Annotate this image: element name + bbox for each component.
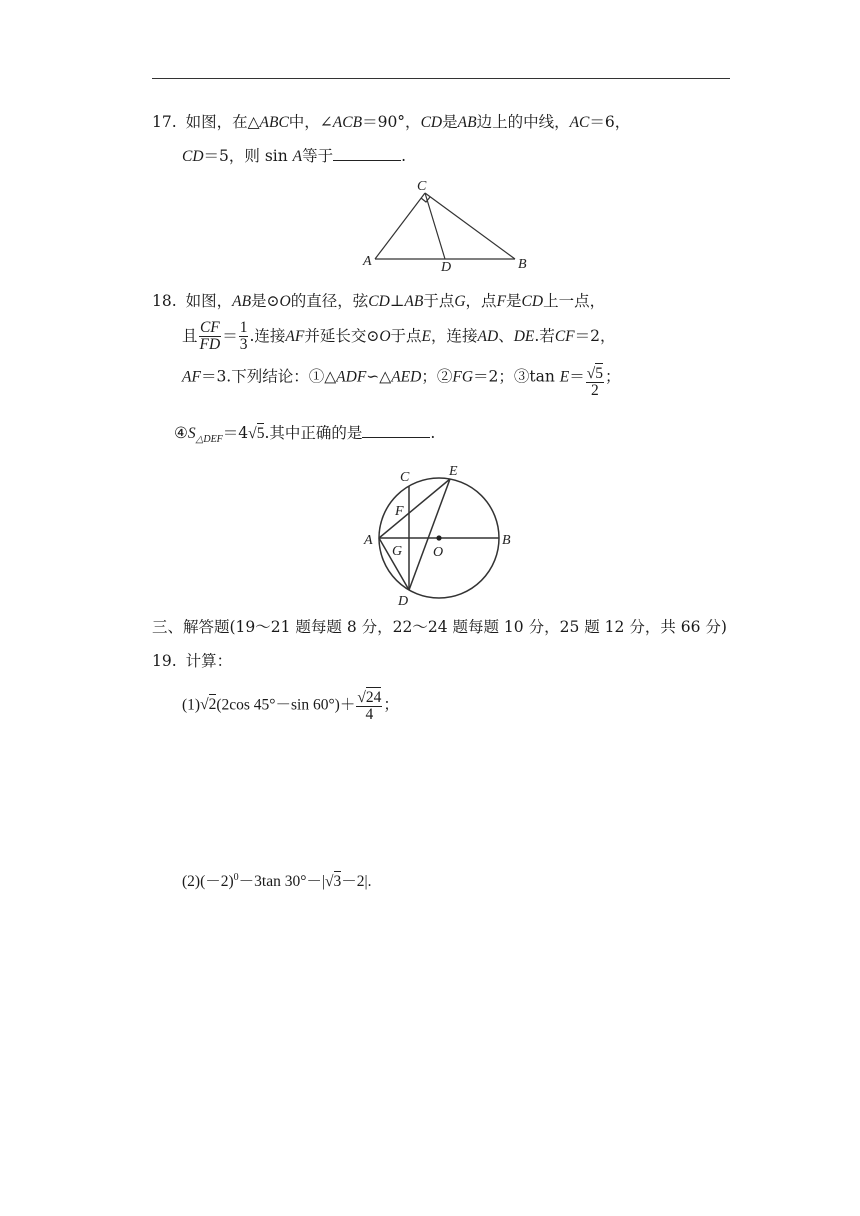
label-A: A bbox=[363, 254, 372, 269]
q17-line-1: 17. 如图，在△ABC中，∠ACB＝90°，CD是AB边上的中线，AC＝6， bbox=[152, 113, 631, 131]
header-rule bbox=[152, 78, 730, 79]
label-F: F bbox=[395, 504, 404, 519]
label-C: C bbox=[400, 470, 410, 485]
q17-number: 17. bbox=[152, 113, 177, 131]
q18-line-1: 18. 如图，AB是⊙O的直径，弦CD⊥AB于点G，点F是CD上一点， bbox=[152, 292, 606, 310]
fraction-sqrt5-2: $\frac{√5}{2}$ bbox=[586, 365, 604, 400]
fraction-1-3: $\frac{1}{3}$ bbox=[239, 319, 248, 354]
q18-line-2: 且 $\frac{CF}{FD}$ ＝ $\frac{1}{3}$ .连接AF并延长交⊙O于点E，连接AD、DE.若CF＝2， bbox=[182, 319, 616, 354]
label-D: D bbox=[398, 594, 409, 609]
q18-number: 18. bbox=[152, 292, 177, 310]
label-A: A bbox=[364, 533, 373, 548]
q17-line-2: CD＝5，则 sin A等于 . bbox=[182, 147, 407, 165]
label-C: C bbox=[417, 179, 427, 194]
answer-blank-17 bbox=[333, 148, 401, 161]
right-angle-mark bbox=[421, 197, 430, 202]
circle-figure-18 bbox=[355, 458, 530, 610]
q19-number: 19. bbox=[152, 652, 177, 670]
label-G: G bbox=[392, 544, 403, 559]
segment-CD bbox=[425, 193, 445, 259]
segment-CB bbox=[425, 193, 515, 259]
q19-part-2: $(2)(-2)^0-3\tan$ 30°－|√3－2|. bbox=[182, 872, 372, 891]
sqrt-5: √5 bbox=[248, 425, 265, 442]
q19-part-1: (1)√2(2cos 45°－sin 60°)＋ $\frac{√24}{4}$ ； bbox=[182, 689, 399, 724]
triangle-figure-17 bbox=[355, 177, 535, 272]
label-B: B bbox=[502, 533, 511, 548]
fraction-sqrt24-4: $\frac{√24}{4}$ bbox=[357, 689, 382, 724]
q19-header: 19. 计算： bbox=[152, 652, 233, 670]
sqrt-2: √2 bbox=[200, 696, 217, 714]
sqrt-3: √3 bbox=[325, 873, 342, 891]
q18-line-4: $④S_{\triangle DEF}=4√5$.其中正确的是 . bbox=[174, 424, 436, 446]
label-D: D bbox=[441, 260, 452, 272]
answer-blank-18 bbox=[362, 425, 430, 438]
label-O: O bbox=[433, 545, 444, 560]
label-B: B bbox=[518, 257, 527, 272]
label-E: E bbox=[449, 464, 458, 479]
segment-AC bbox=[375, 193, 425, 259]
fraction-CF-FD: $\frac{CF}{FD}$ bbox=[199, 319, 221, 354]
center-dot bbox=[436, 535, 441, 540]
q18-line-3: AF＝3.下列结论：①△ADF∽△AED；②FG＝2；③tan E＝ $\frac{√5}{2}$ ； bbox=[182, 365, 621, 400]
section-3-title: 三、解答题(19～21 题每题 8 分，22～24 题每题 10 分，25 题 12 分，共 66 分) bbox=[152, 618, 727, 636]
